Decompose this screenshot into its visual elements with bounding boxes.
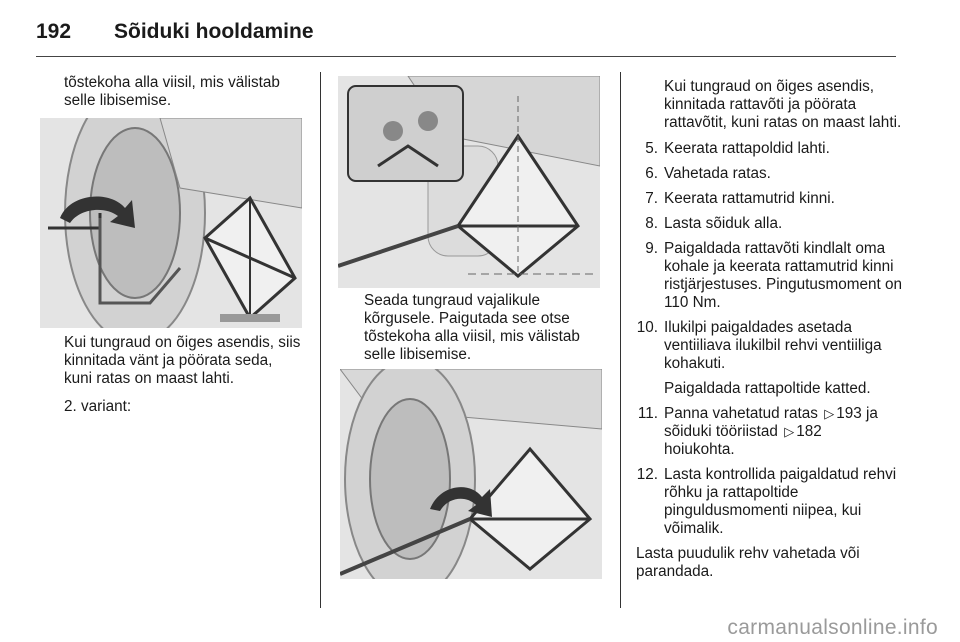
step-number: 6.	[645, 165, 658, 182]
step-number: 8.	[645, 215, 658, 232]
jack-alt-illustration	[340, 369, 602, 579]
middle-column-text	[364, 292, 604, 364]
column-divider-left	[320, 72, 321, 608]
page-reference-icon: ▷	[784, 424, 795, 439]
step-11-ref2: 182	[796, 423, 822, 440]
figure-jack-position	[338, 76, 600, 288]
right-intro: Kui tungraud on õiges asendis, kinnitada rattavõti ja pöörata rattavõtit, kuni ratas on maast lahti.	[664, 78, 902, 131]
right-column	[634, 78, 906, 581]
watermark: carmanualsonline.info	[727, 616, 938, 639]
middle-paragraph: Seada tungraud vajalikule kõrgusele. Paigutada see otse tõstekoha alla viisil, mis välistab selle libisemise.	[364, 292, 580, 363]
step-11-part3: hoiukohta.	[664, 441, 735, 458]
step-text: Paigaldada rattavõti kindlalt oma kohale ja keerata rattamutrid kinni ristjärjestuses. Pingutusmoment on 110 Nm.	[664, 240, 903, 311]
left-paragraph-top: tõstekoha alla viisil, mis välistab selle libisemise.	[64, 74, 280, 109]
step-text: Ilukilpi paigaldades asetada ventiiliava ilukilbil rehvi ventiiliga kohakuti.	[664, 319, 882, 372]
steps-list	[634, 140, 906, 538]
header-rule	[36, 56, 896, 57]
step-text: Keerata rattamutrid kinni.	[664, 190, 835, 207]
column-divider-right	[620, 72, 621, 608]
step-item	[634, 405, 906, 459]
step-text: Lasta kontrollida paigaldatud rehvi rõhku ja rattapoltide pinguldusmomenti niipea, kui võimalik.	[664, 466, 897, 537]
step-item	[634, 319, 906, 398]
detail-inset	[348, 86, 463, 181]
page-title: Sõiduki hooldamine	[114, 20, 314, 43]
left-paragraph-crank: Kui tungraud on õiges asendis, siis kinnitada vänt ja pöörata seda, kuni ratas on maast lahti.	[64, 334, 301, 387]
step-item	[634, 165, 906, 183]
step-text: Lasta sõiduk alla.	[664, 215, 783, 232]
step-11-part1: Panna vahetatud ratas	[664, 405, 818, 422]
step-number: 5.	[645, 140, 658, 157]
page-reference-icon: ▷	[824, 406, 835, 421]
step-text: Keerata rattapoldid lahti.	[664, 140, 830, 157]
page-header	[36, 20, 314, 50]
right-outro: Lasta puudulik rehv vahetada või parandada.	[636, 545, 860, 580]
step-item	[634, 240, 906, 312]
figure-jack-crank	[40, 118, 302, 328]
step-number: 10.	[636, 319, 658, 336]
variant-heading: 2. variant:	[64, 398, 132, 415]
step-number: 9.	[645, 240, 658, 257]
step-10-extra: Paigaldada rattapoltide katted.	[664, 380, 871, 397]
step-number: 11.	[637, 405, 658, 422]
page-number: 192	[36, 20, 72, 43]
step-number: 12.	[636, 466, 658, 483]
left-column-bottom	[64, 334, 304, 416]
step-11-ref1: 193 ja	[836, 405, 878, 422]
figure-jack-alt	[340, 369, 602, 579]
step-number: 7.	[645, 190, 658, 207]
step-item	[634, 466, 906, 538]
jack-position-illustration	[338, 76, 600, 288]
step-item	[634, 140, 906, 158]
left-column-top	[64, 74, 304, 110]
step-item	[634, 215, 906, 233]
step-item	[634, 190, 906, 208]
jack-crank-illustration	[40, 118, 302, 328]
step-text: Vahetada ratas.	[664, 165, 771, 182]
step-11-part2: sõiduki tööriistad	[664, 423, 778, 440]
